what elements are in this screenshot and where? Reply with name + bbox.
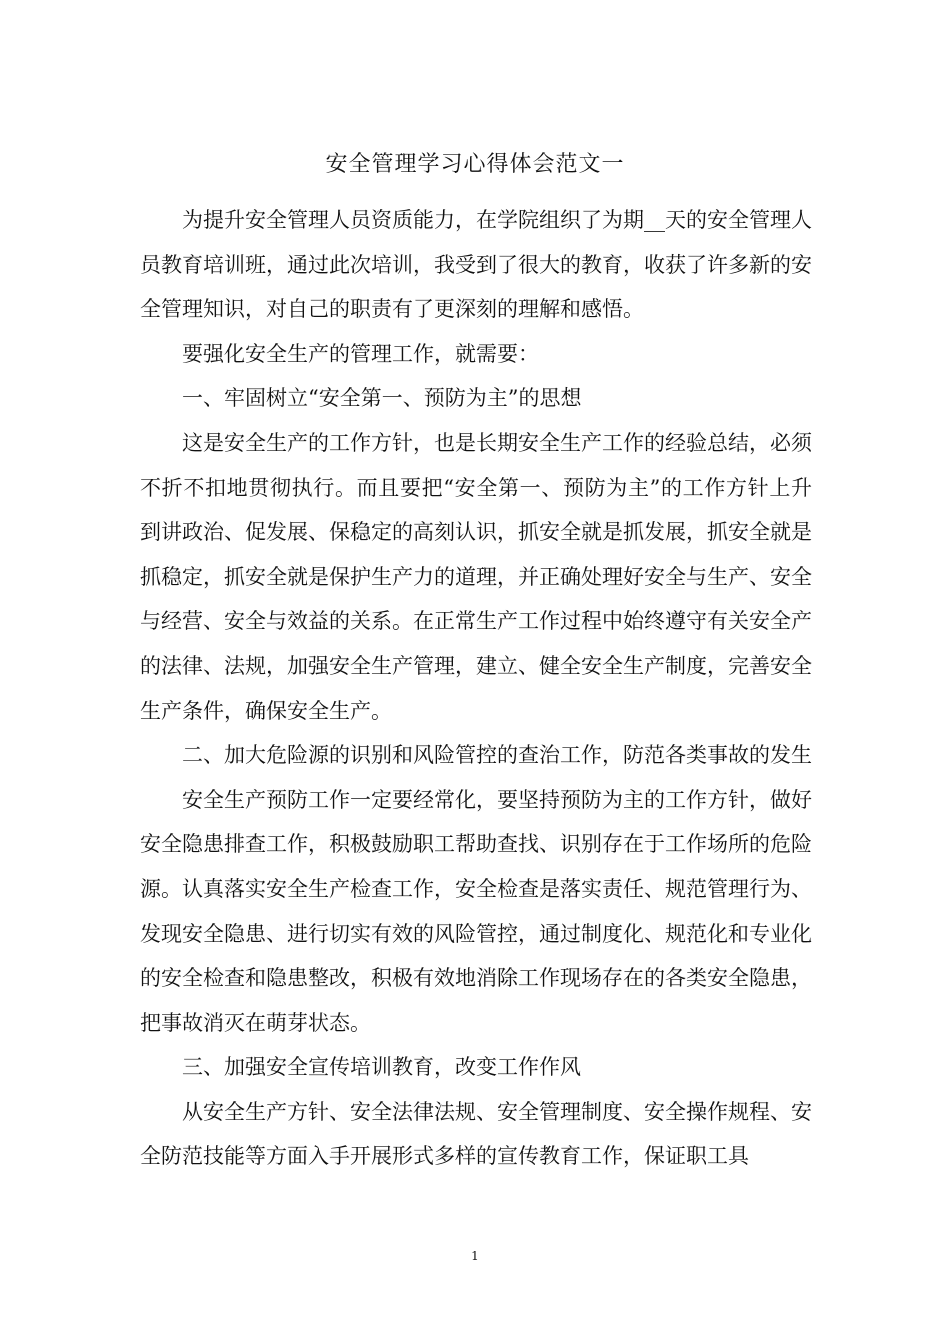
section-heading-1: 一、牢固树立“安全第一、预防为主”的思想 <box>182 386 582 411</box>
document-title: 安全管理学习心得体会范文一 <box>325 152 625 177</box>
paragraph-intro: 为提升安全管理人员资质能力，在学院组织了为期__天的安全管理人员教育培训班，通过此次培训，我受到了很大的教育，收获了许多新的安全管理知识，对自己的职责有了更深刻的理解和感悟。 <box>140 208 812 322</box>
paragraph-section-2: 安全生产预防工作一定要经常化，要坚持预防为主的工作方针，做好安全隐患排查工作，积极鼓励职工帮助查找、识别存在于工作场所的危险源。认真落实安全生产检查工作，安全检查是落实责任、规范管理行为、发现安全隐患、进行切实有效的风险管控，通过制度化、规范化和专业化的安全检查和隐患整改，积极有效地消除工作现场存在的各类安全隐患，把事故消灭在萌芽状态。 <box>140 787 812 1035</box>
section-heading-3: 三、加强安全宣传培训教育，改变工作作风 <box>182 1055 581 1080</box>
section-heading-2: 二、加大危险源的识别和风险管控的查治工作，防范各类事故的发生 <box>182 743 812 768</box>
paragraph-lead-in: 要强化安全生产的管理工作，就需要： <box>182 341 539 366</box>
page-number: 1 <box>471 1249 479 1263</box>
paragraph-section-3: 从安全生产方针、安全法律法规、安全管理制度、安全操作规程、安全防范技能等方面入手开展形式多样的宣传教育工作，保证职工具 <box>140 1099 812 1169</box>
paragraph-section-1: 这是安全生产的工作方针，也是长期安全生产工作的经验总结，必须不折不扣地贯彻执行。而且要把“安全第一、预防为主”的工作方针上升到讲政治、促发展、保稳定的高刻认识，抓安全就是抓发展，抓安全就是抓稳定，抓安全就是保护生产力的道理，并正确处理好安全与生产、安全与经营、安全与效益的关系。在正常生产工作过程中始终遵守有关安全产的法律、法规，加强安全生产管理，建立、健全安全生产制度，完善安全生产条件，确保安全生产。 <box>140 430 812 723</box>
document-body <box>140 198 812 1179</box>
